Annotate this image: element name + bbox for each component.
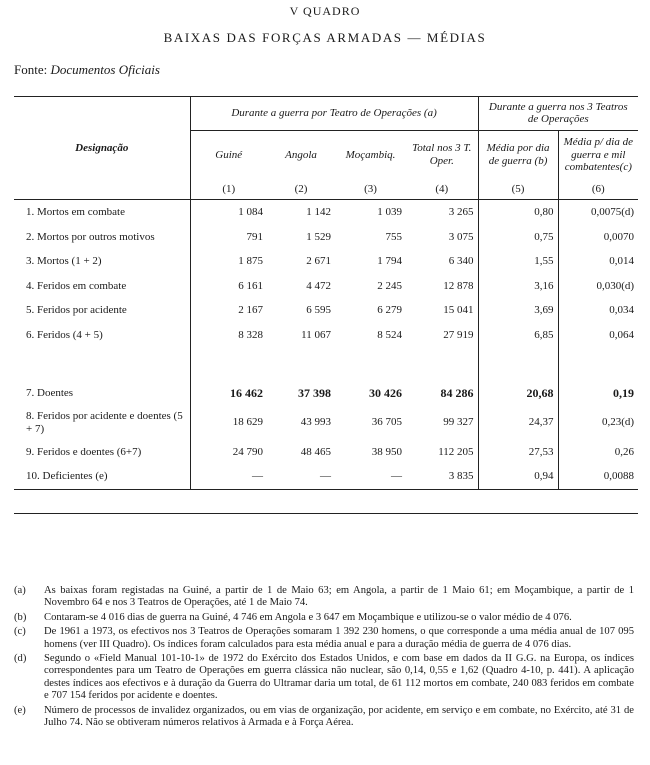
cell: 27,53 — [528, 445, 554, 458]
cell: 15 041 — [406, 298, 478, 323]
cell: 99 327 — [406, 406, 478, 440]
row-label: 3. Mortos (1 + 2) — [14, 249, 190, 274]
cell: 3,16 — [534, 279, 554, 292]
cell: 3 075 — [406, 225, 478, 250]
footnote-key: (c) — [14, 626, 26, 638]
cell: 1,55 — [534, 255, 554, 268]
row-label: 5. Feridos por acidente — [14, 298, 190, 323]
cell: 112 205 — [406, 440, 478, 465]
column-number: (6) — [558, 179, 638, 200]
column-number: (3) — [335, 179, 406, 200]
footnote-key: (e) — [14, 704, 26, 716]
cell: 2 245 — [377, 279, 402, 292]
cell: 84 286 — [406, 381, 478, 406]
footnote-text: As baixas foram registadas na Guiné, a partir de 1 de Maio 63; em Angola, a partir de 1 Maio 61; em Moçambique, a partir de 1 Novembro 64 e nos 3 Teatros de Operações, até 1 de Maio 74. — [44, 585, 634, 609]
table-row — [14, 381, 638, 406]
cell: 1 529 — [306, 230, 331, 243]
footnote — [14, 705, 634, 730]
source-label: Fonte: — [14, 62, 48, 77]
group-header-by-theatre: Durante a guerra por Teatro de Operações (a) — [190, 96, 478, 131]
column-header-total: Total nos 3 T. Oper. — [406, 131, 478, 180]
footnote — [14, 612, 634, 624]
cell: 8 328 — [238, 328, 263, 341]
cell: 1 875 — [238, 255, 263, 268]
row-label: 7. Doentes — [14, 381, 190, 406]
page-title: BAIXAS DAS FORÇAS ARMADAS — MÉDIAS — [163, 30, 487, 45]
cell: 3 835 — [406, 464, 478, 489]
table-row — [14, 225, 638, 250]
cell: 1 039 — [377, 206, 402, 219]
cell: 0,26 — [558, 440, 638, 465]
designation-header: Designação — [14, 96, 190, 200]
cell: 0,014 — [558, 249, 638, 274]
cell: 0,064 — [558, 323, 638, 348]
cell: 791 — [246, 230, 263, 243]
cell: 8 524 — [377, 328, 402, 341]
column-number: (2) — [267, 179, 335, 200]
column-number: (4) — [406, 179, 478, 200]
table-spacer — [14, 347, 638, 381]
source-name: Documentos Oficiais — [50, 62, 160, 77]
cell: 1 142 — [306, 206, 331, 219]
cell: 6 161 — [238, 279, 263, 292]
cell: 755 — [385, 230, 402, 243]
footnote-text: Segundo o «Field Manual 101-10-1» de 1972 do Exército dos Estados Unidos, e com base em dados da II G.G. na Europa, os índices correspondentes para um Teatro de Operações em guerra clássica não nuclear, são 0,14, 0,55 e 1,62 (Quadro 4-10, p. 441). A aplicação destes índices aos efectivos e à duração da Guerra do Ultramar daria um total, de 61 112 mortos em combate, 240 083 feridos em combate e 707 154 feridos por acidente e doentes. — [44, 652, 634, 702]
column-header-guine: Guiné — [215, 148, 243, 161]
footnotes — [14, 585, 634, 731]
table-row — [14, 298, 638, 323]
cell: 1 084 — [238, 206, 263, 219]
cell: 6,85 — [534, 328, 554, 341]
footnote-text: Contaram-se 4 016 dias de guerra na Guiné, 4 746 em Angola e 3 647 em Moçambique e utilizou-se o valor médio de 4 076. — [44, 611, 572, 623]
cell: 1 794 — [377, 255, 402, 268]
cell: 6 279 — [377, 304, 402, 317]
cell: 20,68 — [526, 385, 554, 400]
cell: 0,19 — [558, 381, 638, 406]
row-label: 9. Feridos e doentes (6+7) — [14, 440, 190, 465]
cell: 0,80 — [534, 206, 554, 219]
cell: 43 993 — [300, 416, 331, 429]
group-header-three-theatres: Durante a guerra nos 3 Teatros de Operações — [478, 96, 638, 131]
cell: 38 950 — [371, 445, 402, 458]
cell: — — [190, 464, 267, 489]
footnote — [14, 585, 634, 610]
column-number: (1) — [190, 179, 267, 200]
column-number: (5) — [478, 179, 558, 200]
footnote — [14, 653, 634, 703]
cell: 2 671 — [306, 255, 331, 268]
cell: 11 067 — [301, 328, 331, 341]
cell: 12 878 — [406, 274, 478, 299]
row-label: 1. Mortos em combate — [14, 200, 190, 225]
cell: 48 465 — [300, 445, 331, 458]
cell: 0,75 — [534, 230, 554, 243]
column-header-media-mil: Média p/ dia de guerra e mil combatentes(c) — [558, 131, 638, 180]
cell: 24 790 — [232, 445, 263, 458]
footnote-key: (d) — [14, 652, 27, 664]
casualties-table — [14, 96, 638, 490]
cell: 2 167 — [238, 304, 263, 317]
cell: 36 705 — [371, 416, 402, 429]
cell: 24,37 — [528, 416, 554, 429]
cell: — — [267, 464, 335, 489]
cell: 0,0075(d) — [558, 200, 638, 225]
cell: 0,0088 — [558, 464, 638, 489]
row-label: 2. Mortos por outros motivos — [14, 225, 190, 250]
cell: 37 398 — [298, 385, 331, 400]
footnote-text: Número de processos de invalidez organizados, ou em vias de organização, por acidente, em serviço e em combate, no Exército, até 31 de Julho 74. Não se obtiveram números relativos à Armada e à Força Aérea. — [44, 704, 634, 728]
cell: — — [335, 464, 406, 489]
column-header-angola: Angola — [285, 148, 317, 161]
table-row — [14, 440, 638, 465]
row-label: 4. Feridos em combate — [14, 274, 190, 299]
cell: 0,034 — [558, 298, 638, 323]
cell: 18 629 — [232, 416, 263, 429]
row-label: 10. Deficientes (e) — [14, 464, 190, 489]
footnote-key: (b) — [14, 611, 27, 623]
table-row — [14, 274, 638, 299]
cell: 6 595 — [306, 304, 331, 317]
footnote-text: De 1961 a 1973, os efectivos nos 3 Teatros de Operações somaram 1 392 230 homens, o que corresponde a uma média anual de 107 095 homens (ver III Quadro). Os índices foram calculados para esta média anual e para a duração média de guerra de 4 076 dias. — [44, 626, 634, 650]
table-number: V QUADRO — [289, 4, 361, 18]
table-row — [14, 464, 638, 489]
table-row — [14, 249, 638, 274]
cell: 0,23(d) — [558, 406, 638, 440]
table-row — [14, 406, 638, 440]
table-row — [14, 200, 638, 225]
footnote — [14, 626, 634, 651]
cell: 0,030(d) — [558, 274, 638, 299]
row-label: 8. Feridos por acidente e doentes (5 + 7) — [14, 406, 190, 440]
footnote-key: (a) — [14, 585, 26, 596]
row-label: 6. Feridos (4 + 5) — [14, 323, 190, 348]
cell: 4 472 — [306, 279, 331, 292]
cell: 0,0070 — [558, 225, 638, 250]
cell: 0,94 — [478, 464, 558, 489]
column-header-media-dia: Média por dia de guerra (b) — [486, 142, 550, 167]
table-row — [14, 323, 638, 348]
cell: 3,69 — [534, 304, 554, 317]
cell: 16 462 — [230, 385, 263, 400]
cell: 6 340 — [406, 249, 478, 274]
cell: 30 426 — [369, 385, 402, 400]
cell: 27 919 — [406, 323, 478, 348]
column-header-mocambique: Moçambiq. — [345, 148, 396, 161]
source-line — [14, 62, 160, 78]
cell: 3 265 — [406, 200, 478, 225]
